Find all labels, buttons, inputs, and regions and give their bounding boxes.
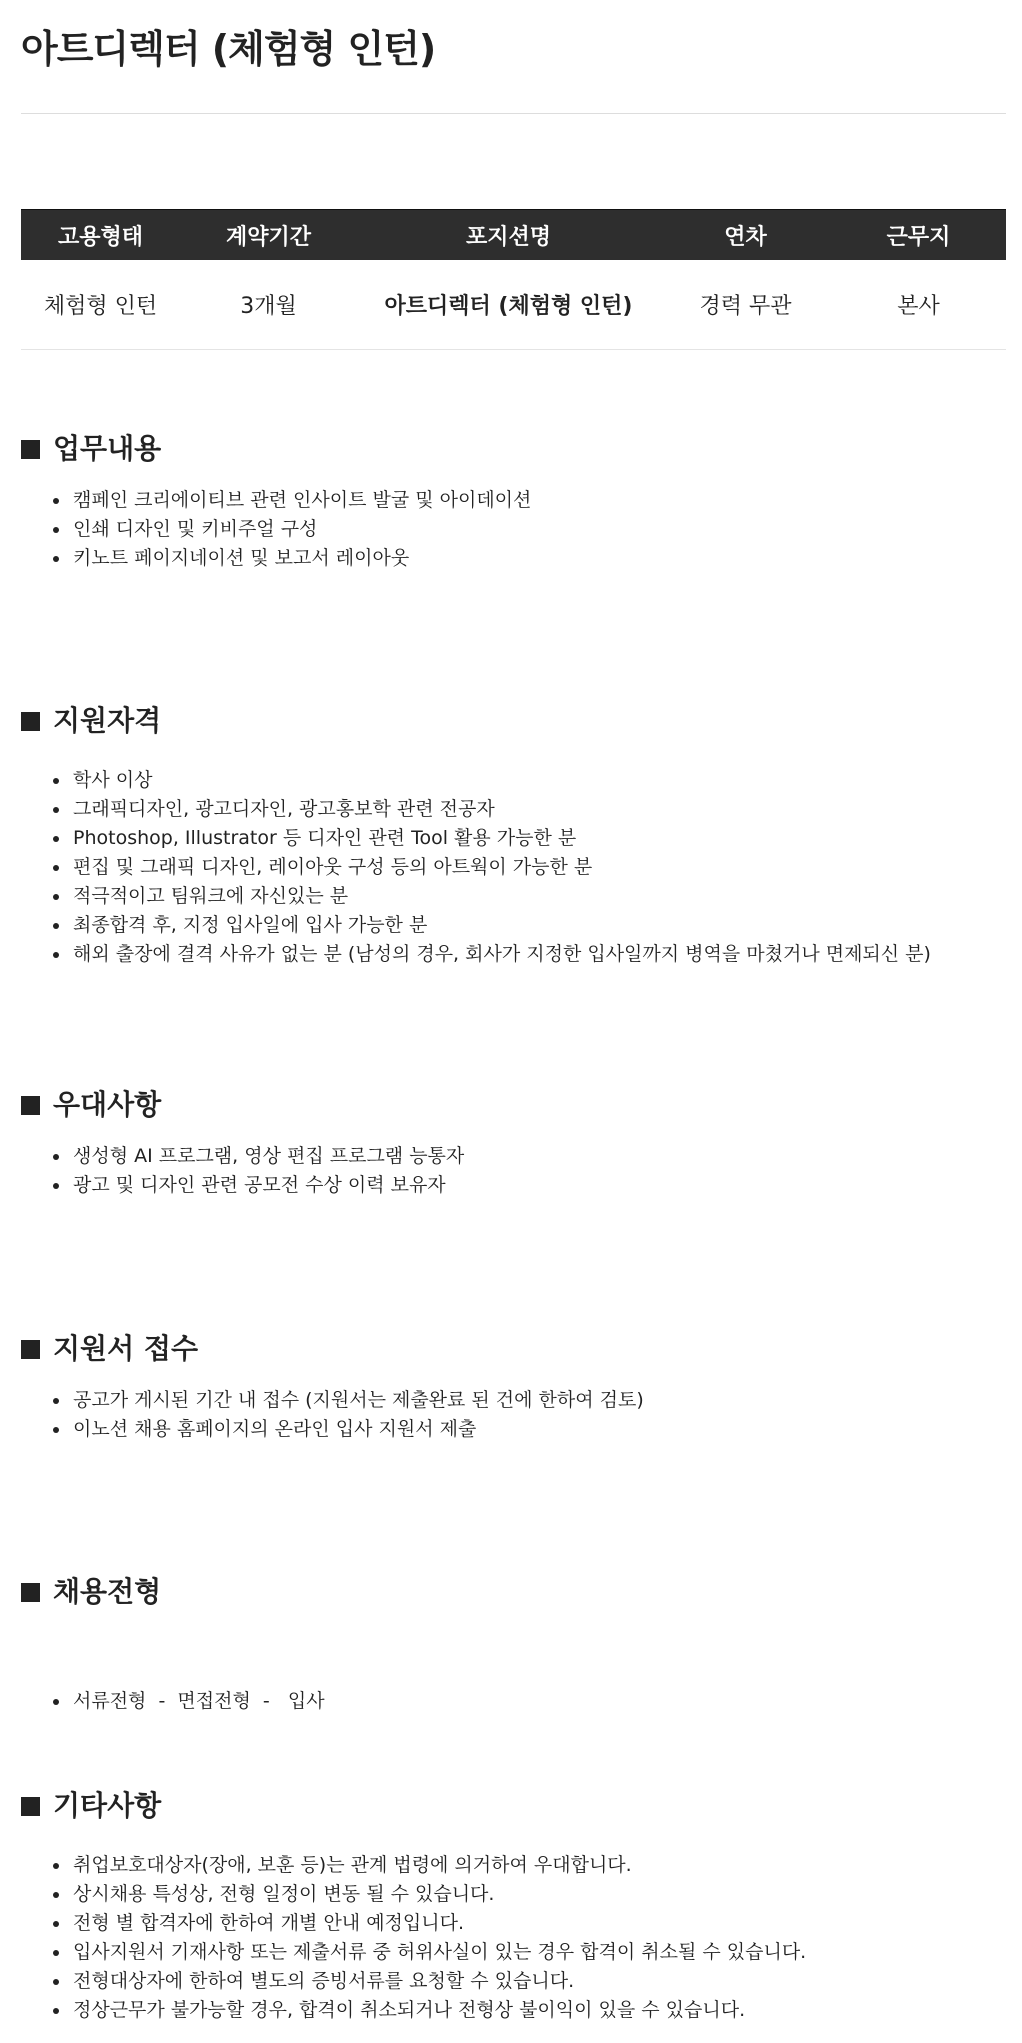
section-heading (21, 1329, 1006, 1369)
section-heading-label: 우대사항 (53, 1088, 162, 1121)
list-item: • 학사 이상 (71, 766, 1006, 795)
square-bullet-icon (21, 1340, 40, 1359)
cell-experience: 경력 무관 (660, 260, 831, 350)
section-duties (21, 429, 1006, 573)
header-contract-period: 계약기간 (180, 210, 357, 261)
header-work-location: 근무지 (831, 210, 1006, 261)
section-hiring-process (21, 1572, 1006, 1774)
section-list (21, 1386, 1006, 1444)
list-item: • 입사지원서 기재사항 또는 제출서류 중 허위사실이 있는 경우 합격이 취소될 수 있습니다. (71, 1938, 1006, 1967)
cell-work-location: 본사 (831, 260, 1006, 350)
cell-employment-type: 체험형 인턴 (21, 260, 180, 350)
section-heading-label: 업무내용 (53, 432, 162, 465)
section-list (21, 486, 1006, 573)
section-list (21, 766, 1006, 969)
square-bullet-icon (21, 1797, 40, 1816)
section-heading-label: 지원서 접수 (53, 1332, 198, 1365)
section-qualifications (21, 701, 1006, 969)
section-list (21, 1851, 1006, 2025)
square-bullet-icon (21, 440, 40, 459)
header-employment-type: 고용형태 (21, 210, 180, 261)
list-item: • 상시채용 특성상, 전형 일정이 변동 될 수 있습니다. (71, 1880, 1006, 1909)
header-position-name: 포지션명 (357, 210, 660, 261)
section-heading (21, 1572, 1006, 1612)
list-item: • 광고 및 디자인 관련 공모전 수상 이력 보유자 (71, 1171, 1006, 1200)
list-item: • 최종합격 후, 지정 입사일에 입사 가능한 분 (71, 911, 1006, 940)
list-item: • 생성형 AI 프로그램, 영상 편집 프로그램 능통자 (71, 1142, 1006, 1171)
table-row (21, 260, 1006, 350)
list-item: • 캠페인 크리에이티브 관련 인사이트 발굴 및 아이데이션 (71, 486, 1006, 515)
list-item: • Photoshop, Illustrator 등 디자인 관련 Tool 활용 가능한 분 (71, 824, 1006, 853)
list-item: • 그래픽디자인, 광고디자인, 광고홍보학 관련 전공자 (71, 795, 1006, 824)
list-item: • 전형대상자에 한하여 별도의 증빙서류를 요청할 수 있습니다. (71, 1967, 1006, 1996)
section-preferences (21, 1085, 1006, 1200)
list-item: • 취업보호대상자(장애, 보훈 등)는 관계 법령에 의거하여 우대합니다. (71, 1851, 1006, 1880)
square-bullet-icon (21, 1583, 40, 1602)
list-item: • 공고가 게시된 기간 내 접수 (지원서는 제출완료 된 건에 한하여 검토) (71, 1386, 1006, 1415)
section-heading-label: 기타사항 (53, 1789, 162, 1822)
list-item: • 서류전형 - 면접전형 - 입사 (71, 1687, 1006, 1716)
section-application (21, 1329, 1006, 1444)
square-bullet-icon (21, 712, 40, 731)
section-heading (21, 429, 1006, 469)
section-heading-label: 채용전형 (53, 1575, 162, 1608)
section-heading (21, 1085, 1006, 1125)
title-divider (21, 113, 1006, 114)
section-heading (21, 701, 1006, 741)
cell-contract-period: 3개월 (180, 260, 357, 350)
cell-position-name: 아트디렉터 (체험형 인턴) (357, 260, 660, 350)
job-info-table (21, 209, 1006, 350)
section-heading (21, 1786, 1006, 1826)
section-other-notes (21, 1786, 1006, 2025)
section-list (21, 1629, 1006, 1774)
list-item: • 인쇄 디자인 및 키비주얼 구성 (71, 515, 1006, 544)
table-header-row (21, 210, 1006, 261)
section-list (21, 1142, 1006, 1200)
square-bullet-icon (21, 1096, 40, 1115)
list-item: • 해외 출장에 결격 사유가 없는 분 (남성의 경우, 회사가 지정한 입사일까지 병역을 마쳤거나 면제되신 분) (71, 940, 1006, 969)
page-title: 아트디렉터 (체험형 인턴) (21, 27, 436, 71)
list-item: • 이노션 채용 홈페이지의 온라인 입사 지원서 제출 (71, 1415, 1006, 1444)
list-item: • 정상근무가 불가능할 경우, 합격이 취소되거나 전형상 불이익이 있을 수 있습니다. (71, 1996, 1006, 2025)
list-item: • 편집 및 그래픽 디자인, 레이아웃 구성 등의 아트웍이 가능한 분 (71, 853, 1006, 882)
list-item: • 적극적이고 팀워크에 자신있는 분 (71, 882, 1006, 911)
header-experience: 연차 (660, 210, 831, 261)
list-item: • 전형 별 합격자에 한하여 개별 안내 예정입니다. (71, 1909, 1006, 1938)
section-heading-label: 지원자격 (53, 704, 162, 737)
list-item: • 키노트 페이지네이션 및 보고서 레이아웃 (71, 544, 1006, 573)
